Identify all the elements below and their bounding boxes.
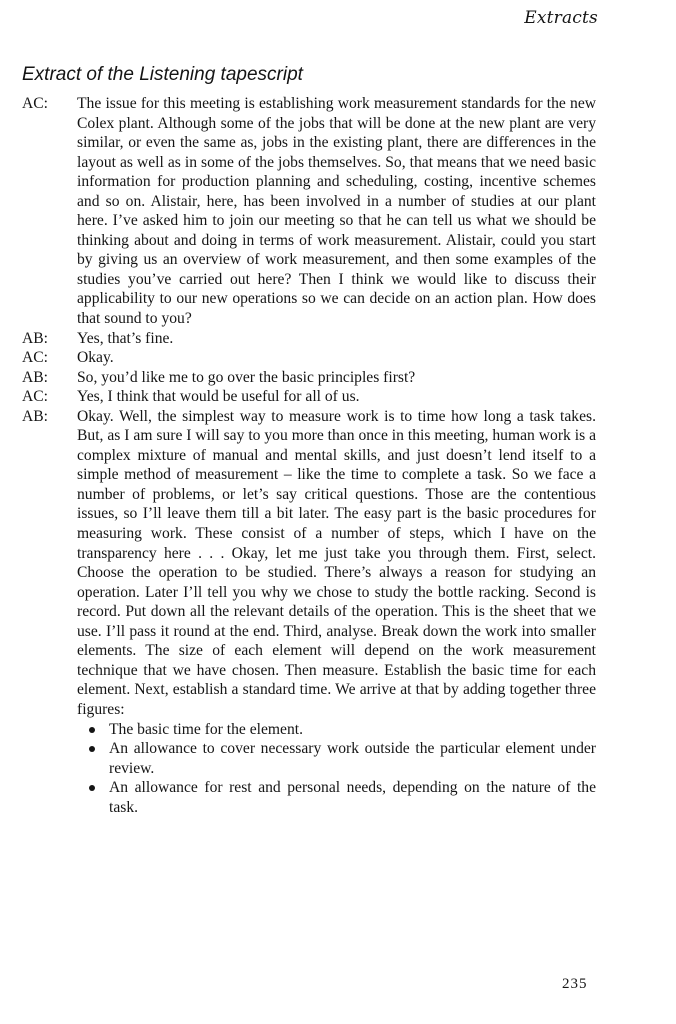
transcript-turn [22,94,596,329]
transcript-turn [22,407,596,817]
section-title: Extract of the Listening tapescript [22,64,303,85]
bullet-text: An allowance to cover necessary work outside the particular element under review. [109,740,596,777]
bullet-item [109,720,596,740]
transcript-turn [22,368,596,388]
bullet-dot-icon [89,785,95,791]
speech-text: Okay. Well, the simplest way to measure work is to time how long a task takes. But, as I am sure I will say to you more than once in this meeting, human work is a complex mixture of manual and mental skills, and just doesn’t lend itself to a simple method of measurement – like the time to complete a task. So we face a number of problems, or let’s say critical questions. Those are the contentious issues, so I’ll leave them till a bit later. The easy part is the basic procedures for measuring work. These consist of a number of steps, which I have on the transparency here . . . Okay, let me just take you through them. First, select. Choose the operation to be studied. There’s always a reason for studying an operation. Later I’ll tell you why we chose to study the bottle racking. Second is record. Put down all the relevant details of the operation. This is the sheet that we use. I’ll pass it round at the end. Third, analyse. Break down the work into smaller elements. The size of each element will depend on the work measurement technique that we have chosen. Then measure. Establish the basic time for each element. Next, establish a standard time. We arrive at that by adding together three figures: [77,407,596,718]
speech-text: So, you’d like me to go over the basic principles first? [77,368,416,386]
transcript-turn [22,387,596,407]
bullet-dot-icon [89,727,95,733]
speaker-label: AC: [22,349,48,367]
speech-text: The issue for this meeting is establishing work measurement standards for the new Colex plant. Although some of the jobs that will be done at the new plant are very similar, or even the same as, jobs in the existing plant, there are differences in the layout as well as in some of the jobs themselves. So, that means that we need basic information for production planning and scheduling, costing, incentive schemes and so on. Alistair, here, has been involved in a number of studies at our plant here. I’ve asked him to join our meeting so that he can tell us what we should be thinking about and doing in terms of work measurement. Alistair, could you start by giving us an overview of work measurement, and then some examples of the studies you’ve carried out here? Then I think we would like to discuss their applicability to our new operations so we can decide on an action plan. How does that sound to you? [77,95,596,328]
speaker-label: AC: [22,388,48,406]
speaker-label: AC: [22,95,48,112]
speaker-label: AB: [22,407,48,425]
speech-text: Okay. [77,349,114,367]
bullet-item [109,778,596,817]
running-head: Extracts [524,8,598,28]
transcript [22,94,596,817]
transcript-turn [22,348,596,368]
speech-text: Yes, I think that would be useful for all of us. [77,388,360,406]
speaker-label: AB: [22,368,48,386]
transcript-turn [22,329,596,349]
bullet-item [109,739,596,778]
bullet-dot-icon [89,746,95,752]
bullet-text: An allowance for rest and personal needs, depending on the nature of the task. [109,779,596,816]
speech-text: Yes, that’s fine. [77,329,174,347]
bullet-text: The basic time for the element. [109,720,303,738]
page-number: 235 [562,976,588,992]
bullet-list [77,720,596,818]
speech-block [77,407,596,817]
speaker-label: AB: [22,329,48,347]
